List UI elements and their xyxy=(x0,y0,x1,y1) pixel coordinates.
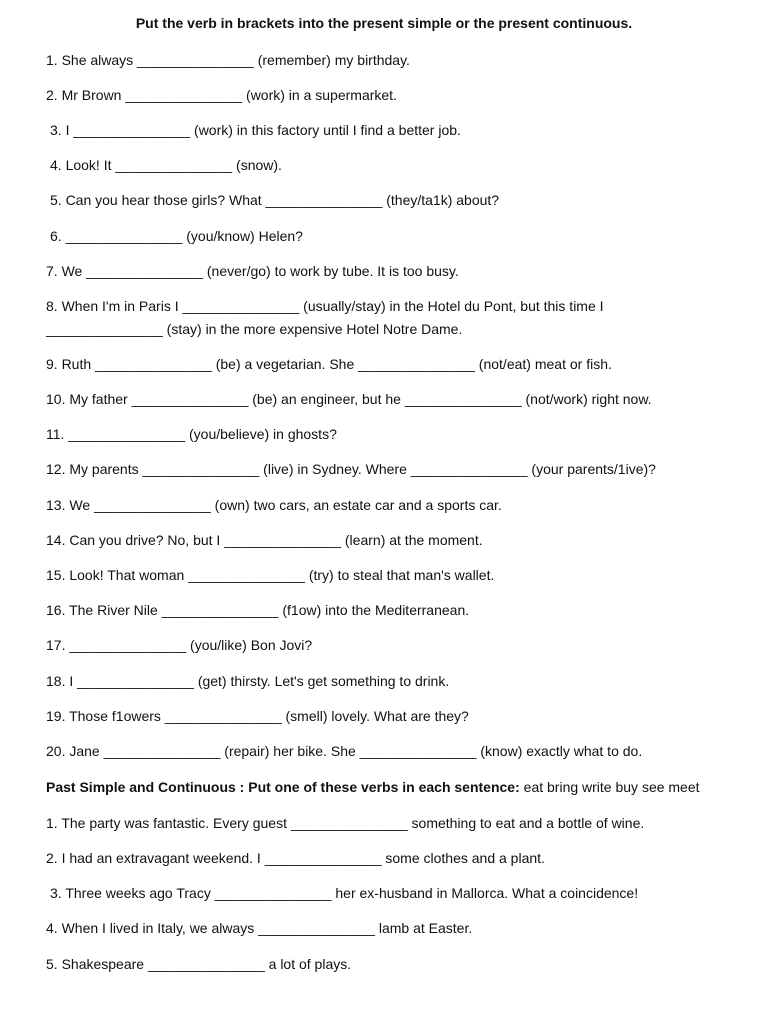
exercise-item: 13. We _______________ (own) two cars, an estate car and a sports car. xyxy=(46,497,502,513)
exercise-item: 4. When I lived in Italy, we always _______________ lamb at Easter. xyxy=(46,920,473,936)
exercise-item: 18. I _______________ (get) thirsty. Let's get something to drink. xyxy=(46,673,450,689)
section-heading xyxy=(46,778,700,796)
exercise-item: 11. _______________ (you/believe) in ghosts? xyxy=(46,426,337,442)
section-heading-instruction: Past Simple and Continuous : Put one of these verbs in each sentence: xyxy=(46,779,520,795)
exercise-item: 17. _______________ (you/like) Bon Jovi? xyxy=(46,637,313,653)
exercise-item: 10. My father _______________ (be) an engineer, but he _______________ (not/work) right now. xyxy=(46,391,652,407)
exercise-item: 12. My parents _______________ (live) in Sydney. Where _______________ (your parents/1ive)? xyxy=(46,461,656,477)
exercise-item: 7. We _______________ (never/go) to work by tube. It is too busy. xyxy=(46,263,459,279)
exercise-item: 19. Those f1owers _______________ (smell) lovely. What are they? xyxy=(46,708,469,724)
exercise-item: 2. I had an extravagant weekend. I _______________ some clothes and a plant. xyxy=(46,850,545,866)
exercise-item: 9. Ruth _______________ (be) a vegetarian. She _______________ (not/eat) meat or fish. xyxy=(46,356,612,372)
exercise-item: 1. She always _______________ (remember) my birthday. xyxy=(46,52,410,68)
exercise-item: 4. Look! It _______________ (snow). xyxy=(50,157,282,173)
exercise-item-continuation: _______________ (stay) in the more expensive Hotel Notre Dame. xyxy=(46,321,463,337)
exercise-item: 5. Can you hear those girls? What _______________ (they/ta1k) about? xyxy=(50,192,500,208)
exercise-item: 2. Mr Brown _______________ (work) in a supermarket. xyxy=(46,87,397,103)
worksheet-title: Put the verb in brackets into the present simple or the present continuous. xyxy=(135,15,633,31)
exercise-item: 20. Jane _______________ (repair) her bike. She _______________ (know) exactly what to do. xyxy=(46,743,643,759)
exercise-item: 1. The party was fantastic. Every guest _______________ something to eat and a bottle of wine. xyxy=(46,815,645,831)
section-heading-verbs: eat bring write buy see meet xyxy=(519,779,700,795)
exercise-item: 15. Look! That woman _______________ (try) to steal that man's wallet. xyxy=(46,567,495,583)
exercise-item: 14. Can you drive? No, but I _______________ (learn) at the moment. xyxy=(46,532,483,548)
exercise-item: 3. Three weeks ago Tracy _______________ her ex-husband in Mallorca. What a coincidence! xyxy=(50,885,639,901)
exercise-item: 16. The River Nile _______________ (f1ow) into the Mediterranean. xyxy=(46,602,470,618)
exercise-item: 5. Shakespeare _______________ a lot of plays. xyxy=(46,956,352,972)
exercise-item: 8. When I'm in Paris I _______________ (usually/stay) in the Hotel du Pont, but this time I xyxy=(46,298,604,314)
exercise-item: 3. I _______________ (work) in this factory until I find a better job. xyxy=(50,122,461,138)
exercise-item: 6. _______________ (you/know) Helen? xyxy=(50,228,303,244)
